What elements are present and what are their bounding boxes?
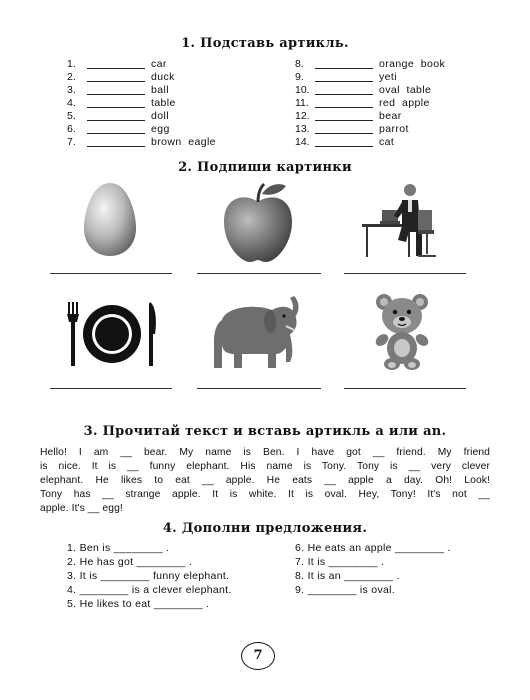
sentence-item: 4. ________ is a clever elephant. bbox=[67, 584, 232, 596]
answer-blank[interactable] bbox=[87, 81, 145, 82]
plate-cutlery-picture bbox=[62, 300, 160, 368]
text-line: is nice. It is __ funny elephant. His name is Tony. Tony is __ very clever bbox=[40, 461, 490, 472]
item-word: yeti bbox=[379, 71, 397, 83]
item-word: parrot bbox=[379, 123, 409, 135]
exercise-1-left-column bbox=[67, 58, 216, 149]
exercise-1-row bbox=[67, 84, 216, 97]
answer-blank[interactable] bbox=[315, 107, 373, 108]
item-number: 4. bbox=[67, 97, 76, 109]
item-number: 7. bbox=[67, 136, 76, 148]
item-number: 14. bbox=[295, 136, 310, 148]
elephant-picture bbox=[202, 292, 302, 372]
item-number: 3. bbox=[67, 84, 76, 96]
sentence-item: 3. It is ________ funny elephant. bbox=[67, 570, 230, 582]
answer-blank[interactable] bbox=[315, 94, 373, 95]
exercise-1-row bbox=[295, 71, 445, 84]
item-number: 10. bbox=[295, 84, 310, 96]
teddy-bear-picture bbox=[370, 292, 434, 372]
exercise-3-text bbox=[40, 446, 490, 516]
item-word: doll bbox=[151, 110, 169, 122]
item-number: 11. bbox=[295, 97, 309, 109]
item-number: 8. bbox=[295, 58, 304, 70]
sentence-item: 9. ________ is oval. bbox=[295, 584, 395, 596]
answer-blank[interactable] bbox=[315, 133, 373, 134]
sentence-item: 7. It is ________ . bbox=[295, 556, 385, 568]
picture-answer-line[interactable] bbox=[344, 273, 466, 274]
item-word: brown eagle bbox=[151, 136, 216, 148]
exercise-1-row bbox=[295, 84, 445, 97]
item-word: table bbox=[151, 97, 176, 109]
exercise-1-row bbox=[67, 123, 216, 136]
picture-answer-line[interactable] bbox=[197, 388, 321, 389]
answer-blank[interactable] bbox=[315, 68, 373, 69]
exercise-1-row bbox=[67, 136, 216, 149]
picture-answer-line[interactable] bbox=[344, 388, 466, 389]
item-word: oval table bbox=[379, 84, 432, 96]
item-number: 1. bbox=[67, 58, 76, 70]
answer-blank[interactable] bbox=[87, 68, 145, 69]
exercise-1-row bbox=[67, 110, 216, 123]
exercise-1-row bbox=[67, 71, 216, 84]
exercise-1-row bbox=[295, 123, 445, 136]
text-line: apple. It's __ egg! bbox=[40, 503, 123, 514]
sentence-item: 6. He eats an apple ________ . bbox=[295, 542, 451, 554]
item-word: ball bbox=[151, 84, 169, 96]
item-word: orange book bbox=[379, 58, 446, 70]
item-word: car bbox=[151, 58, 167, 70]
item-number: 13. bbox=[295, 123, 310, 135]
picture-answer-line[interactable] bbox=[50, 388, 172, 389]
answer-blank[interactable] bbox=[87, 120, 145, 121]
office-worker-picture bbox=[360, 180, 442, 260]
picture-answer-line[interactable] bbox=[50, 273, 172, 274]
exercise-3-title: 3. Прочитай текст и вставь артикль a или an. bbox=[83, 424, 447, 439]
exercise-1-row bbox=[67, 58, 216, 71]
exercise-1-title: 1. Подставь артикль. bbox=[181, 36, 349, 51]
item-number: 5. bbox=[67, 110, 76, 122]
text-line: Hello! I am __ bear. My name is Ben. I have got __ friend. My friend bbox=[40, 447, 490, 458]
exercise-4-title: 4. Дополни предложения. bbox=[162, 521, 368, 536]
apple-picture bbox=[218, 180, 298, 264]
item-number: 6. bbox=[67, 123, 76, 135]
exercise-4-left-column bbox=[67, 541, 232, 611]
answer-blank[interactable] bbox=[87, 133, 145, 134]
exercise-1-row bbox=[295, 110, 445, 123]
sentence-item: 1. Ben is ________ . bbox=[67, 542, 170, 554]
answer-blank[interactable] bbox=[315, 81, 373, 82]
answer-blank[interactable] bbox=[87, 146, 145, 147]
answer-blank[interactable] bbox=[315, 146, 373, 147]
item-number: 9. bbox=[295, 71, 304, 83]
answer-blank[interactable] bbox=[87, 107, 145, 108]
answer-blank[interactable] bbox=[87, 94, 145, 95]
sentence-item: 8. It is an ________ . bbox=[295, 570, 400, 582]
item-word: bear bbox=[379, 110, 402, 122]
item-number: 2. bbox=[67, 71, 76, 83]
egg-picture bbox=[80, 180, 140, 258]
exercise-4-right-column bbox=[295, 541, 451, 597]
exercise-1-right-column bbox=[295, 58, 445, 149]
exercise-1-row bbox=[295, 97, 445, 110]
answer-blank[interactable] bbox=[315, 120, 373, 121]
exercise-1-row bbox=[67, 97, 216, 110]
item-number: 12. bbox=[295, 110, 310, 122]
exercise-1-row bbox=[295, 58, 445, 71]
picture-answer-line[interactable] bbox=[197, 273, 321, 274]
text-line: Tony has __ strange apple. It is white. It is oval. Hey, Tony! It's not __ bbox=[40, 489, 490, 500]
page-number: 7 bbox=[241, 642, 275, 670]
item-word: egg bbox=[151, 123, 170, 135]
text-line: elephant. He likes to eat __ apple. He eats __ apple a day. Oh! Look! bbox=[40, 475, 490, 486]
sentence-item: 2. He has got ________ . bbox=[67, 556, 193, 568]
item-word: red apple bbox=[379, 97, 430, 109]
item-word: cat bbox=[379, 136, 395, 148]
exercise-2-title: 2. Подпиши картинки bbox=[178, 160, 352, 175]
exercise-1-row bbox=[295, 136, 445, 149]
sentence-item: 5. He likes to eat ________ . bbox=[67, 598, 210, 610]
item-word: duck bbox=[151, 71, 175, 83]
